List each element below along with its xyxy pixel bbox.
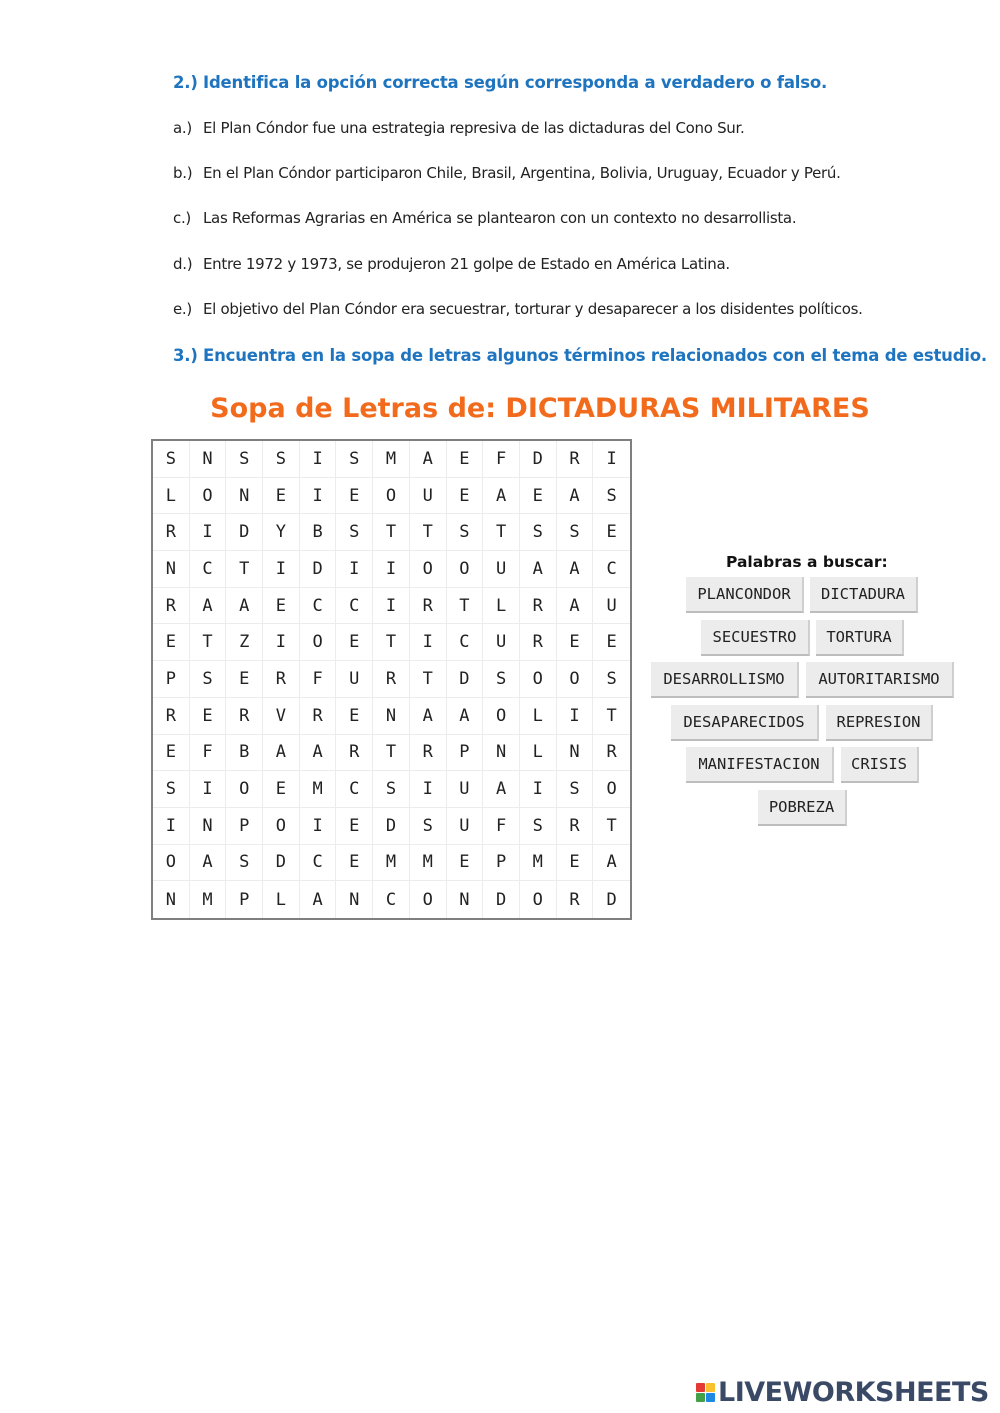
grid-cell[interactable]: N	[373, 698, 410, 735]
statement-d	[173, 255, 730, 273]
grid-cell[interactable]: U	[593, 588, 630, 625]
grid-cell[interactable]: F	[300, 661, 337, 698]
grid-cell[interactable]: I	[190, 771, 227, 808]
grid-cell[interactable]: T	[593, 698, 630, 735]
statement-text: El objetivo del Plan Cóndor era secuestrar, torturar y desaparecer a los disidentes políticos.	[203, 300, 863, 318]
grid-cell[interactable]: O	[300, 624, 337, 661]
grid-cell[interactable]: S	[410, 808, 447, 845]
word-button-desaparecidos[interactable]: DESAPARECIDOS	[671, 705, 819, 741]
grid-cell[interactable]: I	[153, 808, 190, 845]
grid-cell[interactable]: P	[483, 845, 520, 882]
grid-cell[interactable]: M	[520, 845, 557, 882]
grid-cell[interactable]: I	[410, 624, 447, 661]
grid-cell[interactable]: S	[593, 478, 630, 515]
grid-cell[interactable]: E	[520, 478, 557, 515]
grid-cell[interactable]: R	[410, 735, 447, 772]
logo-square	[706, 1393, 715, 1402]
grid-cell[interactable]: D	[606, 889, 617, 910]
grid-cell[interactable]: A	[410, 441, 447, 478]
grid-cell[interactable]: F	[190, 735, 227, 772]
grid-cell[interactable]: I	[263, 551, 300, 588]
grid-cell[interactable]: O	[190, 478, 227, 515]
statement-text: El Plan Cóndor fue una estrategia represiva de las dictaduras del Cono Sur.	[203, 119, 745, 137]
grid-cell[interactable]: O	[483, 698, 520, 735]
grid-cell[interactable]: S	[226, 845, 263, 882]
grid-cell[interactable]: A	[557, 478, 594, 515]
grid-cell[interactable]: E	[190, 698, 227, 735]
grid-cell[interactable]: O	[410, 881, 447, 918]
grid-cell[interactable]: C	[300, 588, 337, 625]
statement-b	[173, 164, 841, 182]
statement-label: c.)	[173, 209, 191, 227]
grid-cell[interactable]: N	[153, 551, 190, 588]
statement-label: e.)	[173, 300, 192, 318]
grid-cell[interactable]: R	[373, 661, 410, 698]
grid-cell[interactable]: P	[226, 808, 263, 845]
statement-text: Entre 1972 y 1973, se produjeron 21 golpe de Estado en América Latina.	[203, 255, 730, 273]
grid-cell[interactable]: L	[153, 478, 190, 515]
grid-cell[interactable]: O	[410, 551, 447, 588]
statement-text: Las Reformas Agrarias en América se plantearon con un contexto no desarrollista.	[203, 209, 797, 227]
grid-cell[interactable]: A	[300, 881, 337, 918]
grid-cell[interactable]: N	[483, 735, 520, 772]
grid-cell[interactable]: R	[520, 624, 557, 661]
grid-cell[interactable]: M	[373, 845, 410, 882]
grid-cell[interactable]: S	[336, 514, 373, 551]
word-button-pobreza[interactable]: POBREZA	[758, 790, 847, 826]
grid-cell[interactable]: R	[153, 514, 190, 551]
grid-cell[interactable]: I	[520, 771, 557, 808]
grid-cell[interactable]: R	[153, 588, 190, 625]
statement-e	[173, 300, 863, 318]
grid-cell[interactable]: E	[447, 845, 484, 882]
grid-cell[interactable]: E	[447, 441, 484, 478]
grid-cell[interactable]: U	[483, 551, 520, 588]
grid-cell[interactable]: L	[263, 881, 300, 918]
grid-cell[interactable]: U	[447, 771, 484, 808]
grid-cell[interactable]: R	[300, 698, 337, 735]
grid-cell[interactable]: O	[593, 771, 630, 808]
logo-brand-text: LIVEWORKSHEETS	[718, 1376, 989, 1408]
grid-cell[interactable]: P	[447, 735, 484, 772]
statement-label: d.)	[173, 255, 193, 273]
grid-cell[interactable]: S	[373, 771, 410, 808]
puzzle-title: Sopa de Letras de: DICTADURAS MILITARES	[210, 393, 870, 424]
grid-cell[interactable]: S	[190, 661, 227, 698]
grid-cell[interactable]: S	[153, 771, 190, 808]
grid-cell[interactable]: P	[153, 661, 190, 698]
grid-cell[interactable]: C	[336, 588, 373, 625]
logo-squares-icon	[696, 1383, 715, 1402]
grid-cell[interactable]: E	[263, 588, 300, 625]
grid-cell[interactable]: N	[153, 881, 190, 918]
grid-cell[interactable]: B	[226, 735, 263, 772]
grid-cell[interactable]: M	[190, 881, 227, 918]
grid-cell[interactable]: S	[520, 808, 557, 845]
grid-cell[interactable]: T	[410, 661, 447, 698]
grid-cell[interactable]: T	[410, 514, 447, 551]
grid-cell[interactable]: S	[263, 441, 300, 478]
grid-cell[interactable]: D	[373, 808, 410, 845]
grid-cell[interactable]: O	[447, 551, 484, 588]
grid-cell[interactable]: D	[300, 551, 337, 588]
question-2-number: 2.)	[173, 73, 198, 92]
word-button-manifestacion[interactable]: MANIFESTACION	[686, 747, 834, 783]
grid-cell[interactable]: E	[336, 698, 373, 735]
grid-cell[interactable]: O	[520, 661, 557, 698]
grid-cell[interactable]: I	[336, 551, 373, 588]
word-button-autoritarismo[interactable]: AUTORITARISMO	[806, 662, 954, 698]
grid-cell[interactable]: E	[336, 478, 373, 515]
question-2-text: Identifica la opción correcta según corresponda a verdadero o falso.	[203, 73, 828, 92]
grid-cell[interactable]: E	[336, 624, 373, 661]
grid-cell[interactable]: E	[263, 478, 300, 515]
grid-cell[interactable]: O	[153, 845, 190, 882]
grid-cell[interactable]: A	[300, 735, 337, 772]
grid-cell[interactable]: A	[557, 588, 594, 625]
grid-cell[interactable]: L	[520, 735, 557, 772]
word-button-desarrollismo[interactable]: DESARROLLISMO	[651, 662, 799, 698]
grid-cell[interactable]: V	[263, 698, 300, 735]
grid-cell[interactable]: S	[336, 441, 373, 478]
grid-cell[interactable]: S	[520, 514, 557, 551]
grid-cell[interactable]: T	[593, 808, 630, 845]
grid-cell[interactable]: C	[190, 551, 227, 588]
grid-cell[interactable]: E	[557, 624, 594, 661]
grid-cell[interactable]: E	[153, 624, 190, 661]
grid-cell[interactable]: F	[483, 441, 520, 478]
grid-cell[interactable]: A	[483, 771, 520, 808]
statement-label: b.)	[173, 164, 193, 182]
statement-a	[173, 119, 744, 137]
grid-cell[interactable]: R	[410, 588, 447, 625]
grid-cell[interactable]: M	[410, 845, 447, 882]
grid-cell[interactable]: E	[593, 624, 630, 661]
grid-cell[interactable]: C	[300, 845, 337, 882]
grid-cell[interactable]: N	[226, 478, 263, 515]
grid-cell[interactable]: S	[593, 661, 630, 698]
grid-cell[interactable]: S	[153, 441, 190, 478]
grid-cell[interactable]: C	[447, 624, 484, 661]
grid-cell[interactable]: N	[557, 735, 594, 772]
liveworksheets-logo	[696, 1376, 996, 1408]
grid-cell[interactable]: T	[373, 514, 410, 551]
grid-cell[interactable]: S	[226, 441, 263, 478]
grid-cell[interactable]: D	[226, 514, 263, 551]
grid-cell[interactable]: Y	[263, 514, 300, 551]
grid-cell[interactable]: A	[557, 551, 594, 588]
grid-cell[interactable]: D	[483, 881, 520, 918]
word-button-represion[interactable]: REPRESION	[826, 705, 933, 741]
word-button-tortura[interactable]: TORTURA	[816, 620, 904, 656]
grid-cell[interactable]: E	[593, 514, 630, 551]
grid-cell[interactable]: A	[226, 588, 263, 625]
grid-cell[interactable]: E	[226, 661, 263, 698]
grid-cell[interactable]: A	[190, 845, 227, 882]
grid-cell[interactable]: T	[447, 588, 484, 625]
grid-cell[interactable]: S	[557, 514, 594, 551]
grid-cell[interactable]: I	[410, 771, 447, 808]
grid-cell[interactable]: T	[190, 624, 227, 661]
grid-cell[interactable]: N	[190, 441, 227, 478]
grid-cell[interactable]: E	[263, 771, 300, 808]
statement-label: a.)	[173, 119, 192, 137]
grid-cell[interactable]: A	[410, 698, 447, 735]
statement-c	[173, 209, 796, 227]
logo-square	[696, 1393, 705, 1402]
grid-cell[interactable]: I	[373, 551, 410, 588]
grid-cell[interactable]: T	[373, 735, 410, 772]
question-3-heading	[173, 346, 987, 365]
grid-cell[interactable]: A	[263, 735, 300, 772]
grid-cell[interactable]: Z	[226, 624, 263, 661]
grid-cell[interactable]: E	[336, 808, 373, 845]
grid-cell[interactable]: E	[557, 845, 594, 882]
grid-cell[interactable]: L	[483, 588, 520, 625]
word-button-plancondor[interactable]: PLANCONDOR	[686, 577, 804, 613]
grid-cell[interactable]: N	[336, 881, 373, 918]
grid-cell[interactable]: R	[153, 698, 190, 735]
grid-cell[interactable]: R	[520, 588, 557, 625]
grid-cell[interactable]: R	[557, 441, 594, 478]
grid-cell[interactable]: S	[447, 514, 484, 551]
word-search-grid[interactable]	[151, 439, 632, 920]
grid-cell[interactable]: I	[300, 441, 337, 478]
grid-cell[interactable]: U	[336, 661, 373, 698]
grid-cell[interactable]: I	[557, 698, 594, 735]
grid-cell[interactable]: I	[593, 441, 630, 478]
grid-cell[interactable]: I	[300, 478, 337, 515]
grid-cell[interactable]: I	[373, 588, 410, 625]
word-button-dictadura[interactable]: DICTADURA	[810, 577, 918, 613]
grid-cell[interactable]: A	[520, 551, 557, 588]
grid-cell[interactable]: R	[226, 698, 263, 735]
grid-cell[interactable]: R	[336, 735, 373, 772]
word-button-crisis[interactable]: CRISIS	[841, 747, 919, 783]
grid-cell[interactable]: N	[447, 881, 484, 918]
grid-cell[interactable]: N	[190, 808, 227, 845]
grid-cell[interactable]: T	[373, 624, 410, 661]
grid-cell[interactable]: C	[373, 881, 410, 918]
grid-cell[interactable]: O	[520, 881, 557, 918]
question-2-heading	[173, 73, 827, 92]
grid-cell[interactable]: E	[153, 735, 190, 772]
grid-cell[interactable]: A	[190, 588, 227, 625]
grid-cell[interactable]: A	[447, 698, 484, 735]
grid-cell[interactable]: P	[226, 881, 263, 918]
grid-cell[interactable]: O	[263, 808, 300, 845]
question-3-text: Encuentra en la sopa de letras algunos términos relacionados con el tema de estudio.	[203, 346, 987, 365]
grid-cell[interactable]: C	[336, 771, 373, 808]
grid-cell[interactable]: U	[447, 808, 484, 845]
grid-cell[interactable]: F	[483, 808, 520, 845]
words-panel-title: Palabras a buscar:	[726, 553, 888, 571]
grid-cell[interactable]: S	[483, 661, 520, 698]
grid-cell[interactable]: E	[447, 478, 484, 515]
word-button-secuestro[interactable]: SECUESTRO	[701, 620, 810, 656]
grid-cell[interactable]: R	[593, 735, 630, 772]
statement-text: En el Plan Cóndor participaron Chile, Brasil, Argentina, Bolivia, Uruguay, Ecuador y Perú.	[203, 164, 841, 182]
grid-cell[interactable]: S	[557, 771, 594, 808]
grid-cell[interactable]: U	[410, 478, 447, 515]
grid-cell[interactable]: T	[483, 514, 520, 551]
grid-cell[interactable]: O	[557, 661, 594, 698]
grid-cell[interactable]: R	[557, 808, 594, 845]
grid-cell[interactable]: I	[263, 624, 300, 661]
grid-cell[interactable]: D	[447, 661, 484, 698]
logo-square	[696, 1383, 705, 1392]
grid-cell[interactable]: A	[483, 478, 520, 515]
grid-cell[interactable]: D	[520, 441, 557, 478]
grid-cell[interactable]: T	[226, 551, 263, 588]
grid-cell[interactable]: M	[373, 441, 410, 478]
grid-cell[interactable]: E	[336, 845, 373, 882]
grid-cell[interactable]: I	[190, 514, 227, 551]
grid-cell[interactable]: R	[557, 881, 594, 918]
grid-cell[interactable]: M	[300, 771, 337, 808]
logo-square	[706, 1383, 715, 1392]
grid-cell[interactable]: I	[300, 808, 337, 845]
grid-cell[interactable]: A	[593, 845, 630, 882]
grid-cell[interactable]: O	[373, 478, 410, 515]
grid-cell[interactable]: O	[226, 771, 263, 808]
grid-cell[interactable]: L	[520, 698, 557, 735]
grid-cell[interactable]: B	[300, 514, 337, 551]
question-3-number: 3.)	[173, 346, 198, 365]
grid-cell[interactable]: C	[593, 551, 630, 588]
grid-cell[interactable]: U	[483, 624, 520, 661]
grid-cell[interactable]: D	[263, 845, 300, 882]
grid-cell[interactable]: R	[263, 661, 300, 698]
